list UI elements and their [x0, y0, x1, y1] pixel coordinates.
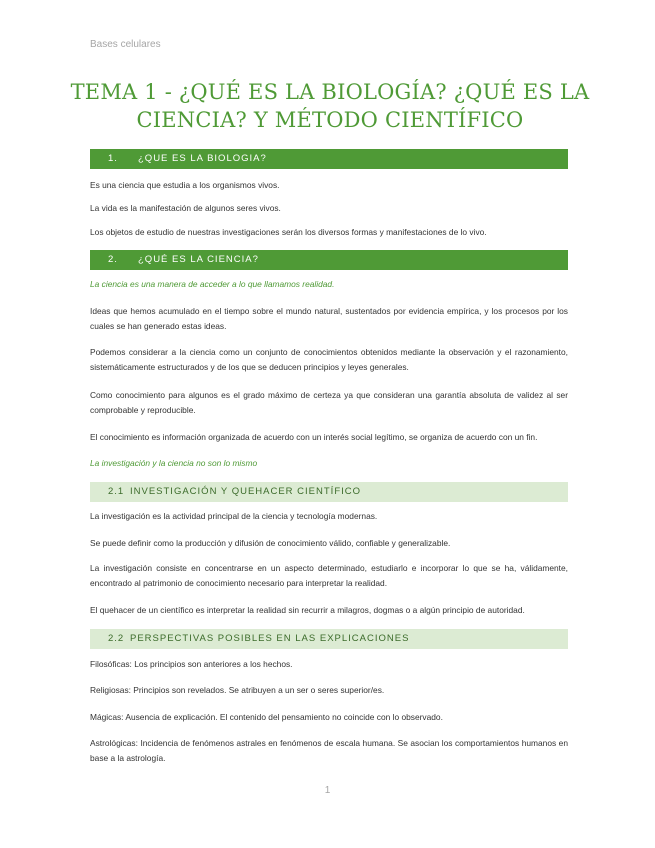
section-label: ¿QUE ES LA BIOLOGIA? — [138, 153, 267, 164]
section-label: ¿QUÉ ES LA CIENCIA? — [138, 254, 259, 265]
paragraph: La investigación es la actividad principal de la ciencia y tecnología modernas. — [90, 511, 378, 521]
section-heading-2 — [90, 250, 568, 270]
paragraph: Religiosas: Principios son revelados. Se atribuyen a un ser o seres superior/es. — [90, 685, 385, 695]
document-title: TEMA 1 - ¿QUÉ ES LA BIOLOGÍA? ¿QUÉ ES LA CIENCIA? Y MÉTODO CIENTÍFICO — [70, 80, 590, 132]
section-number: 2. — [108, 254, 118, 265]
paragraph: La investigación consiste en concentrarse en un aspecto determinado, estudiarlo e incorporar lo que se ha, válidamente, encontrado al patrimonio de conocimiento necesario para interpretar la realidad. — [90, 563, 568, 588]
paragraph: Se puede definir como la producción y difusión de conocimiento válido, confiable y generalizable. — [90, 538, 451, 548]
subsection-label: PERSPECTIVAS POSIBLES EN LAS EXPLICACIONES — [130, 633, 410, 644]
subsection-number: 2.1 — [108, 486, 125, 497]
running-header: Bases celulares — [90, 39, 161, 50]
paragraph: Mágicas: Ausencia de explicación. El contenido del pensamiento no coincide con lo observado. — [90, 712, 443, 722]
note-paragraph: La investigación y la ciencia no son lo mismo — [90, 458, 258, 468]
paragraph: Filosóficas: Los principios son anteriores a los hechos. — [90, 659, 293, 669]
section-number: 1. — [108, 153, 118, 164]
paragraph: Podemos considerar a la ciencia como un conjunto de conocimientos obtenidos mediante la observación y el razonamiento, sistemáticamente estructurados y de los que se deducen principios y leyes generales. — [90, 347, 568, 372]
paragraph: Como conocimiento para algunos es el grado máximo de certeza ya que consideran una garantía absoluta de validez al ser comprobable y reproducible. — [90, 390, 568, 415]
subsection-label: INVESTIGACIÓN Y QUEHACER CIENTÍFICO — [130, 486, 362, 497]
page-number: 1 — [324, 785, 331, 796]
paragraph: El quehacer de un científico es interpretar la realidad sin recurrir a milagros, dogmas o a algún principio de autoridad. — [90, 605, 525, 615]
paragraph: Ideas que hemos acumulado en el tiempo sobre el mundo natural, sustentados por evidencia empírica, y los procesos por los cuales se han generado estas ideas. — [90, 306, 568, 331]
subsection-heading-2-2 — [90, 629, 568, 649]
paragraph: El conocimiento es información organizada de acuerdo con un interés social legítimo, se organiza de acuerdo con un fin. — [90, 432, 538, 442]
subsection-heading-2-1 — [90, 482, 568, 502]
subsection-number: 2.2 — [108, 633, 125, 644]
paragraph: Astrológicas: Incidencia de fenómenos astrales en fenómenos de escala humana. Se asocian los comportamientos humanos en base a la astrología. — [90, 738, 568, 763]
paragraph: La vida es la manifestación de algunos seres vivos. — [90, 203, 281, 213]
section-heading-1 — [90, 149, 568, 169]
paragraph: Es una ciencia que estudia a los organismos vivos. — [90, 180, 280, 190]
quote-paragraph: La ciencia es una manera de acceder a lo que llamamos realidad. — [90, 279, 335, 289]
paragraph: Los objetos de estudio de nuestras investigaciones serán los diversos formas y manifestaciones de lo vivo. — [90, 227, 487, 237]
